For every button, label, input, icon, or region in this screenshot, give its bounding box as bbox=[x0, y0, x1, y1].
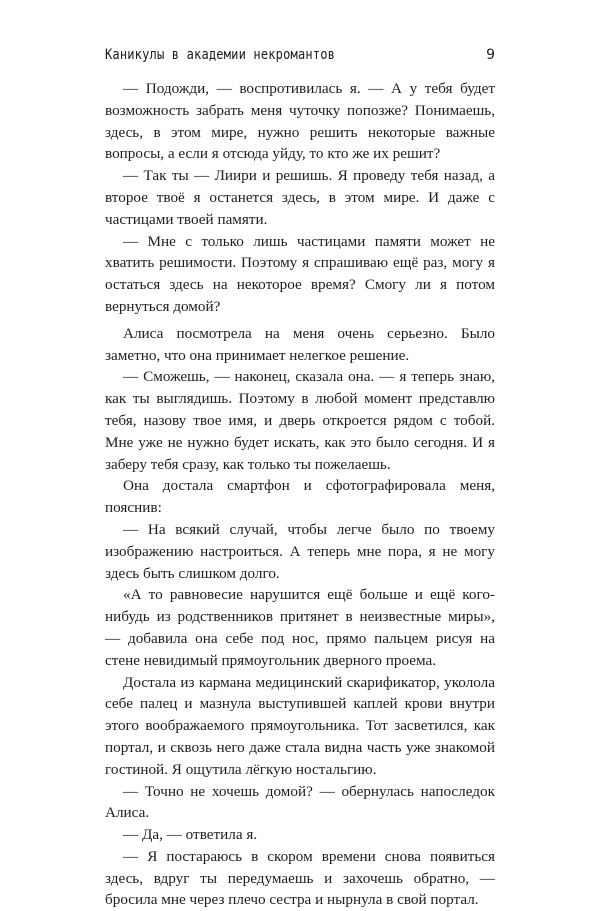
paragraph: Она достала смартфон и сфотографировала меня, пояснив: bbox=[105, 477, 495, 517]
paragraph: — Сможешь, — наконец, сказала она. — я теперь знаю, как ты выглядишь. Поэтому в любой момент представлю тебя, назову твое имя, и дверь откроется рядом с тобой. Мне уже не нужно будет искать, как это было сегодня. И я заберу тебя сразу, как только ты пожелаешь. bbox=[105, 368, 495, 473]
paragraph: — Так ты — Лиири и решишь. Я проведу тебя назад, а второе твоё я останется здесь, в этом мире. И даже с частицами твоей памяти. bbox=[105, 167, 495, 228]
page-header bbox=[105, 47, 495, 67]
page-number: 9 bbox=[486, 47, 495, 63]
paragraph: Алиса посмотрела на меня очень серьезно. Было заметно, что она принимает нелегкое решение. bbox=[105, 324, 495, 364]
paragraph: «А то равновесие нарушится ещё больше и ещё кого-нибудь из родственников притянет в неизвестные миры», — добавила она себе под нос, прямо пальцем рисуя на стене невидимый прямоугольник дверного проема. bbox=[105, 586, 495, 669]
paragraph: Достала из кармана медицинский скарификатор, уколола себе палец и мазнула выступившей каплей крови внутри этого воображаемого прямоугольника. Тот засветился, как портал, и сквозь него даже стала видна часть уже знакомой гостиной. Я ощутила лёгкую ностальгию. bbox=[105, 673, 495, 778]
paragraph: — На всякий случай, чтобы легче было по твоему изображению настроиться. А теперь мне пора, я не могу здесь быть слишком долго. bbox=[105, 520, 495, 582]
paragraph: — Мне с только лишь частицами памяти может не хватить решимости. Поэтому я спрашиваю ещё раз, могу я остаться здесь на некоторое время? Смогу ли я потом вернуться домой? bbox=[105, 232, 495, 315]
paragraph: — Подожди, — воспротивилась я. — А у тебя будет возможность забрать меня чуточку попозже? Понимаешь, здесь, в этом мире, нужно решить некоторые важные вопросы, а если я отсюда уйду, то кто же их решит? bbox=[105, 80, 495, 163]
paragraph: — Точно не хочешь домой? — обернулась напоследок Алиса. bbox=[105, 782, 495, 822]
running-title: Каникулы в академии некромантов bbox=[105, 47, 336, 63]
body-text bbox=[105, 78, 495, 911]
paragraph: — Да, — ответила я. bbox=[123, 826, 258, 844]
paragraph: — Я постараюсь в скором времени снова появиться здесь, вдруг ты передумаешь и захочешь обратно, — бросила мне через плечо сестра и нырнула в свой портал. bbox=[105, 847, 495, 909]
